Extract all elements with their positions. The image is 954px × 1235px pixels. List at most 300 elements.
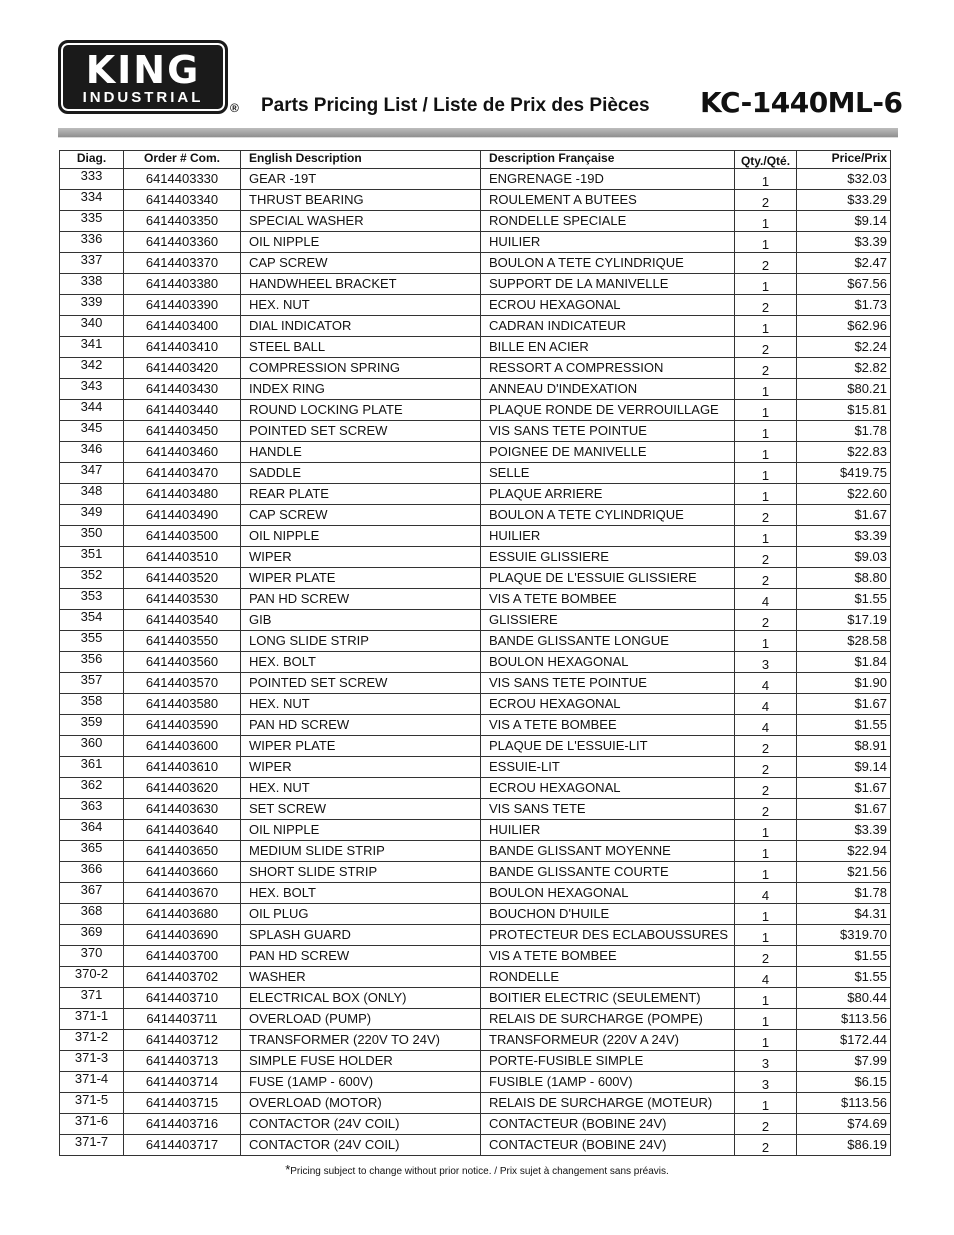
footnote-text: Pricing subject to change without prior notice. / Prix sujet à changement sans préavis. — [290, 1166, 669, 1177]
parts-pricing-table — [59, 150, 891, 1156]
cell-qty: 1 — [735, 862, 797, 883]
cell-english-description: HEX. NUT — [241, 694, 481, 715]
table-row — [60, 505, 891, 526]
cell-order-number: 6414403380 — [124, 274, 241, 295]
cell-french-description: RELAIS DE SURCHARGE (POMPE) — [481, 1009, 735, 1030]
cell-price: $28.58 — [797, 631, 891, 652]
cell-price: $172.44 — [797, 1030, 891, 1051]
table-row — [60, 253, 891, 274]
cell-qty: 1 — [735, 274, 797, 295]
king-industrial-logo — [58, 40, 228, 114]
cell-order-number: 6414403410 — [124, 337, 241, 358]
cell-french-description: PORTE-FUSIBLE SIMPLE — [481, 1051, 735, 1072]
cell-order-number: 6414403660 — [124, 862, 241, 883]
table-row — [60, 631, 891, 652]
table-row — [60, 337, 891, 358]
cell-diag: 349 — [60, 505, 124, 526]
cell-diag: 361 — [60, 757, 124, 778]
cell-order-number: 6414403340 — [124, 190, 241, 211]
table-row — [60, 568, 891, 589]
cell-price: $1.67 — [797, 799, 891, 820]
cell-diag: 338 — [60, 274, 124, 295]
table-row — [60, 988, 891, 1009]
cell-qty: 1 — [735, 211, 797, 232]
cell-french-description: BOULON HEXAGONAL — [481, 652, 735, 673]
cell-french-description: VIS A TETE BOMBEE — [481, 715, 735, 736]
cell-order-number: 6414403500 — [124, 526, 241, 547]
table-row — [60, 610, 891, 631]
cell-english-description: POINTED SET SCREW — [241, 673, 481, 694]
cell-price: $319.70 — [797, 925, 891, 946]
cell-price: $22.60 — [797, 484, 891, 505]
table-row — [60, 169, 891, 190]
cell-english-description: WASHER — [241, 967, 481, 988]
cell-price: $1.55 — [797, 967, 891, 988]
cell-french-description: POIGNEE DE MANIVELLE — [481, 442, 735, 463]
cell-order-number: 6414403714 — [124, 1072, 241, 1093]
cell-qty: 1 — [735, 442, 797, 463]
column-header-price: Price/Prix — [797, 151, 891, 169]
cell-order-number: 6414403440 — [124, 400, 241, 421]
cell-price: $22.83 — [797, 442, 891, 463]
header-divider — [58, 128, 898, 137]
cell-price: $1.67 — [797, 778, 891, 799]
cell-french-description: CONTACTEUR (BOBINE 24V) — [481, 1135, 735, 1156]
cell-qty: 1 — [735, 988, 797, 1009]
cell-order-number: 6414403620 — [124, 778, 241, 799]
pricing-footnote — [0, 1162, 954, 1177]
column-header-order: Order # Com. — [124, 151, 241, 169]
cell-price: $1.55 — [797, 715, 891, 736]
table-row — [60, 211, 891, 232]
cell-english-description: ROUND LOCKING PLATE — [241, 400, 481, 421]
cell-french-description: PROTECTEUR DES ECLABOUSSURES — [481, 925, 735, 946]
cell-diag: 359 — [60, 715, 124, 736]
cell-french-description: PLAQUE ARRIERE — [481, 484, 735, 505]
column-header-french: Description Française — [481, 151, 735, 169]
cell-price: $74.69 — [797, 1114, 891, 1135]
cell-french-description: FUSIBLE (1AMP - 600V) — [481, 1072, 735, 1093]
table-row — [60, 1072, 891, 1093]
cell-english-description: HEX. NUT — [241, 778, 481, 799]
cell-diag: 333 — [60, 169, 124, 190]
cell-diag: 345 — [60, 421, 124, 442]
cell-price: $113.56 — [797, 1093, 891, 1114]
table-row — [60, 190, 891, 211]
cell-qty: 1 — [735, 1030, 797, 1051]
cell-french-description: RELAIS DE SURCHARGE (MOTEUR) — [481, 1093, 735, 1114]
cell-english-description: CONTACTOR (24V COIL) — [241, 1114, 481, 1135]
table-row — [60, 904, 891, 925]
cell-french-description: BOULON A TETE CYLINDRIQUE — [481, 253, 735, 274]
cell-diag: 365 — [60, 841, 124, 862]
cell-french-description: VIS A TETE BOMBEE — [481, 946, 735, 967]
cell-qty: 1 — [735, 841, 797, 862]
cell-french-description: BANDE GLISSANT MOYENNE — [481, 841, 735, 862]
cell-diag: 358 — [60, 694, 124, 715]
cell-order-number: 6414403680 — [124, 904, 241, 925]
cell-french-description: RONDELLE — [481, 967, 735, 988]
cell-qty: 1 — [735, 904, 797, 925]
cell-order-number: 6414403470 — [124, 463, 241, 484]
cell-qty: 4 — [735, 589, 797, 610]
cell-diag: 371 — [60, 988, 124, 1009]
cell-french-description: HUILIER — [481, 526, 735, 547]
cell-qty: 3 — [735, 1072, 797, 1093]
cell-diag: 347 — [60, 463, 124, 484]
cell-english-description: WIPER PLATE — [241, 568, 481, 589]
cell-qty: 2 — [735, 337, 797, 358]
cell-english-description: LONG SLIDE STRIP — [241, 631, 481, 652]
cell-french-description: PLAQUE DE L'ESSUIE GLISSIERE — [481, 568, 735, 589]
cell-order-number: 6414403370 — [124, 253, 241, 274]
cell-diag: 351 — [60, 547, 124, 568]
cell-french-description: CADRAN INDICATEUR — [481, 316, 735, 337]
cell-price: $8.80 — [797, 568, 891, 589]
cell-order-number: 6414403711 — [124, 1009, 241, 1030]
cell-french-description: GLISSIERE — [481, 610, 735, 631]
cell-diag: 360 — [60, 736, 124, 757]
cell-price: $86.19 — [797, 1135, 891, 1156]
cell-order-number: 6414403460 — [124, 442, 241, 463]
cell-price: $1.67 — [797, 505, 891, 526]
table-header-row — [60, 151, 891, 169]
cell-qty: 2 — [735, 946, 797, 967]
cell-english-description: SPECIAL WASHER — [241, 211, 481, 232]
cell-english-description: WIPER PLATE — [241, 736, 481, 757]
cell-diag: 344 — [60, 400, 124, 421]
cell-qty: 2 — [735, 1114, 797, 1135]
cell-english-description: SET SCREW — [241, 799, 481, 820]
cell-qty: 1 — [735, 631, 797, 652]
table-row — [60, 232, 891, 253]
cell-qty: 1 — [735, 820, 797, 841]
registered-mark: ® — [230, 101, 239, 115]
table-row — [60, 967, 891, 988]
cell-diag: 337 — [60, 253, 124, 274]
model-number: KC-1440ML-6 — [700, 86, 903, 119]
table-row — [60, 484, 891, 505]
cell-french-description: HUILIER — [481, 232, 735, 253]
cell-order-number: 6414403550 — [124, 631, 241, 652]
cell-english-description: SIMPLE FUSE HOLDER — [241, 1051, 481, 1072]
cell-diag: 357 — [60, 673, 124, 694]
table-row — [60, 757, 891, 778]
cell-qty: 2 — [735, 505, 797, 526]
cell-order-number: 6414403700 — [124, 946, 241, 967]
cell-order-number: 6414403710 — [124, 988, 241, 1009]
cell-qty: 1 — [735, 379, 797, 400]
cell-qty: 1 — [735, 484, 797, 505]
table-row — [60, 295, 891, 316]
page-title: Parts Pricing List / Liste de Prix des Pièces — [261, 95, 650, 116]
cell-price: $17.19 — [797, 610, 891, 631]
cell-qty: 4 — [735, 883, 797, 904]
table-row — [60, 820, 891, 841]
cell-qty: 4 — [735, 694, 797, 715]
cell-diag: 370-2 — [60, 967, 124, 988]
cell-qty: 1 — [735, 316, 797, 337]
cell-qty: 4 — [735, 715, 797, 736]
cell-qty: 4 — [735, 673, 797, 694]
cell-qty: 2 — [735, 190, 797, 211]
cell-order-number: 6414403712 — [124, 1030, 241, 1051]
table-row — [60, 715, 891, 736]
cell-qty: 3 — [735, 1051, 797, 1072]
cell-french-description: VIS SANS TETE POINTUE — [481, 421, 735, 442]
cell-english-description: HANDLE — [241, 442, 481, 463]
cell-qty: 1 — [735, 1093, 797, 1114]
cell-price: $3.39 — [797, 820, 891, 841]
table-row — [60, 1009, 891, 1030]
cell-french-description: BOUCHON D'HUILE — [481, 904, 735, 925]
cell-price: $2.24 — [797, 337, 891, 358]
cell-diag: 363 — [60, 799, 124, 820]
table-row — [60, 841, 891, 862]
cell-diag: 371-1 — [60, 1009, 124, 1030]
cell-english-description: THRUST BEARING — [241, 190, 481, 211]
cell-french-description: ENGRENAGE -19D — [481, 169, 735, 190]
cell-english-description: PAN HD SCREW — [241, 946, 481, 967]
cell-french-description: VIS SANS TETE — [481, 799, 735, 820]
table-row — [60, 442, 891, 463]
cell-diag: 350 — [60, 526, 124, 547]
cell-diag: 371-3 — [60, 1051, 124, 1072]
cell-french-description: ECROU HEXAGONAL — [481, 778, 735, 799]
cell-diag: 371-6 — [60, 1114, 124, 1135]
cell-order-number: 6414403717 — [124, 1135, 241, 1156]
cell-diag: 367 — [60, 883, 124, 904]
cell-diag: 342 — [60, 358, 124, 379]
cell-qty: 1 — [735, 421, 797, 442]
table-row — [60, 421, 891, 442]
cell-order-number: 6414403400 — [124, 316, 241, 337]
cell-order-number: 6414403713 — [124, 1051, 241, 1072]
cell-price: $3.39 — [797, 232, 891, 253]
cell-order-number: 6414403702 — [124, 967, 241, 988]
cell-french-description: VIS A TETE BOMBEE — [481, 589, 735, 610]
cell-french-description: SUPPORT DE LA MANIVELLE — [481, 274, 735, 295]
cell-english-description: PAN HD SCREW — [241, 715, 481, 736]
cell-diag: 371-7 — [60, 1135, 124, 1156]
cell-french-description: TRANSFORMEUR (220V A 24V) — [481, 1030, 735, 1051]
cell-order-number: 6414403590 — [124, 715, 241, 736]
cell-qty: 2 — [735, 736, 797, 757]
cell-english-description: SHORT SLIDE STRIP — [241, 862, 481, 883]
cell-english-description: COMPRESSION SPRING — [241, 358, 481, 379]
cell-diag: 371-4 — [60, 1072, 124, 1093]
cell-french-description: ECROU HEXAGONAL — [481, 694, 735, 715]
cell-order-number: 6414403630 — [124, 799, 241, 820]
cell-qty: 2 — [735, 610, 797, 631]
cell-french-description: BANDE GLISSANTE COURTE — [481, 862, 735, 883]
cell-price: $1.73 — [797, 295, 891, 316]
cell-diag: 371-2 — [60, 1030, 124, 1051]
cell-french-description: PLAQUE DE L'ESSUIE-LIT — [481, 736, 735, 757]
table-row — [60, 778, 891, 799]
cell-order-number: 6414403450 — [124, 421, 241, 442]
cell-qty: 2 — [735, 568, 797, 589]
cell-order-number: 6414403600 — [124, 736, 241, 757]
cell-french-description: BANDE GLISSANTE LONGUE — [481, 631, 735, 652]
footnote-asterisk: * — [285, 1162, 291, 1177]
table-row — [60, 946, 891, 967]
cell-price: $9.14 — [797, 211, 891, 232]
cell-qty: 1 — [735, 400, 797, 421]
cell-order-number: 6414403420 — [124, 358, 241, 379]
cell-price: $32.03 — [797, 169, 891, 190]
cell-order-number: 6414403330 — [124, 169, 241, 190]
logo-subtitle: INDUSTRIAL — [82, 89, 204, 106]
cell-french-description: RONDELLE SPECIALE — [481, 211, 735, 232]
cell-price: $1.55 — [797, 589, 891, 610]
cell-price: $15.81 — [797, 400, 891, 421]
table-row — [60, 463, 891, 484]
cell-english-description: OVERLOAD (PUMP) — [241, 1009, 481, 1030]
cell-price: $62.96 — [797, 316, 891, 337]
cell-french-description: ROULEMENT A BUTEES — [481, 190, 735, 211]
table-row — [60, 694, 891, 715]
cell-english-description: DIAL INDICATOR — [241, 316, 481, 337]
cell-french-description: BOITIER ELECTRIC (SEULEMENT) — [481, 988, 735, 1009]
cell-qty: 1 — [735, 463, 797, 484]
cell-french-description: ANNEAU D'INDEXATION — [481, 379, 735, 400]
cell-diag: 354 — [60, 610, 124, 631]
cell-price: $80.44 — [797, 988, 891, 1009]
cell-diag: 343 — [60, 379, 124, 400]
table-row — [60, 652, 891, 673]
cell-diag: 334 — [60, 190, 124, 211]
column-header-qty: Qty./Qté. — [735, 151, 797, 169]
cell-price: $2.82 — [797, 358, 891, 379]
cell-order-number: 6414403510 — [124, 547, 241, 568]
cell-price: $1.90 — [797, 673, 891, 694]
cell-english-description: PAN HD SCREW — [241, 589, 481, 610]
cell-price: $8.91 — [797, 736, 891, 757]
cell-diag: 369 — [60, 925, 124, 946]
cell-english-description: OIL PLUG — [241, 904, 481, 925]
cell-order-number: 6414403570 — [124, 673, 241, 694]
cell-english-description: CAP SCREW — [241, 253, 481, 274]
cell-english-description: SPLASH GUARD — [241, 925, 481, 946]
header-divider-shadow — [58, 137, 898, 138]
cell-price: $22.94 — [797, 841, 891, 862]
cell-diag: 348 — [60, 484, 124, 505]
column-header-diag: Diag. — [60, 151, 124, 169]
cell-order-number: 6414403430 — [124, 379, 241, 400]
cell-diag: 368 — [60, 904, 124, 925]
table-row — [60, 1030, 891, 1051]
cell-order-number: 6414403540 — [124, 610, 241, 631]
cell-price: $9.14 — [797, 757, 891, 778]
cell-english-description: CAP SCREW — [241, 505, 481, 526]
cell-order-number: 6414403715 — [124, 1093, 241, 1114]
cell-order-number: 6414403690 — [124, 925, 241, 946]
cell-price: $1.67 — [797, 694, 891, 715]
table-row — [60, 1051, 891, 1072]
cell-diag: 346 — [60, 442, 124, 463]
table-row — [60, 1135, 891, 1156]
table-row — [60, 925, 891, 946]
cell-price: $1.84 — [797, 652, 891, 673]
cell-qty: 2 — [735, 253, 797, 274]
cell-price: $1.78 — [797, 421, 891, 442]
cell-english-description: OIL NIPPLE — [241, 526, 481, 547]
cell-price: $33.29 — [797, 190, 891, 211]
cell-qty: 2 — [735, 799, 797, 820]
cell-english-description: HEX. BOLT — [241, 883, 481, 904]
cell-price: $1.78 — [797, 883, 891, 904]
logo-wordmark: KING — [85, 48, 201, 92]
cell-qty: 2 — [735, 295, 797, 316]
cell-price: $113.56 — [797, 1009, 891, 1030]
cell-qty: 2 — [735, 1135, 797, 1156]
table-row — [60, 547, 891, 568]
cell-diag: 340 — [60, 316, 124, 337]
table-row — [60, 1114, 891, 1135]
cell-diag: 356 — [60, 652, 124, 673]
cell-english-description: WIPER — [241, 547, 481, 568]
cell-qty: 2 — [735, 778, 797, 799]
table-row — [60, 274, 891, 295]
cell-order-number: 6414403670 — [124, 883, 241, 904]
cell-english-description: HEX. BOLT — [241, 652, 481, 673]
cell-qty: 3 — [735, 652, 797, 673]
cell-diag: 364 — [60, 820, 124, 841]
cell-french-description: ECROU HEXAGONAL — [481, 295, 735, 316]
cell-diag: 362 — [60, 778, 124, 799]
cell-order-number: 6414403610 — [124, 757, 241, 778]
cell-english-description: TRANSFORMER (220V TO 24V) — [241, 1030, 481, 1051]
cell-diag: 335 — [60, 211, 124, 232]
cell-diag: 370 — [60, 946, 124, 967]
cell-diag: 336 — [60, 232, 124, 253]
cell-french-description: ESSUIE GLISSIERE — [481, 547, 735, 568]
cell-diag: 353 — [60, 589, 124, 610]
cell-english-description: GIB — [241, 610, 481, 631]
cell-qty: 1 — [735, 1009, 797, 1030]
table-row — [60, 358, 891, 379]
cell-qty: 1 — [735, 169, 797, 190]
cell-qty: 1 — [735, 232, 797, 253]
table-row — [60, 1093, 891, 1114]
cell-qty: 2 — [735, 757, 797, 778]
column-header-english: English Description — [241, 151, 481, 169]
cell-price: $6.15 — [797, 1072, 891, 1093]
cell-english-description: WIPER — [241, 757, 481, 778]
cell-diag: 366 — [60, 862, 124, 883]
cell-order-number: 6414403650 — [124, 841, 241, 862]
cell-french-description: HUILIER — [481, 820, 735, 841]
cell-english-description: OIL NIPPLE — [241, 820, 481, 841]
table-row — [60, 862, 891, 883]
cell-diag: 339 — [60, 295, 124, 316]
cell-diag: 341 — [60, 337, 124, 358]
cell-english-description: FUSE (1AMP - 600V) — [241, 1072, 481, 1093]
cell-price: $1.55 — [797, 946, 891, 967]
cell-english-description: HANDWHEEL BRACKET — [241, 274, 481, 295]
cell-price: $3.39 — [797, 526, 891, 547]
cell-french-description: CONTACTEUR (BOBINE 24V) — [481, 1114, 735, 1135]
table-row — [60, 799, 891, 820]
cell-french-description: SELLE — [481, 463, 735, 484]
cell-french-description: BOULON HEXAGONAL — [481, 883, 735, 904]
cell-english-description: OVERLOAD (MOTOR) — [241, 1093, 481, 1114]
cell-diag: 371-5 — [60, 1093, 124, 1114]
cell-english-description: POINTED SET SCREW — [241, 421, 481, 442]
table-row — [60, 589, 891, 610]
cell-french-description: BOULON A TETE CYLINDRIQUE — [481, 505, 735, 526]
